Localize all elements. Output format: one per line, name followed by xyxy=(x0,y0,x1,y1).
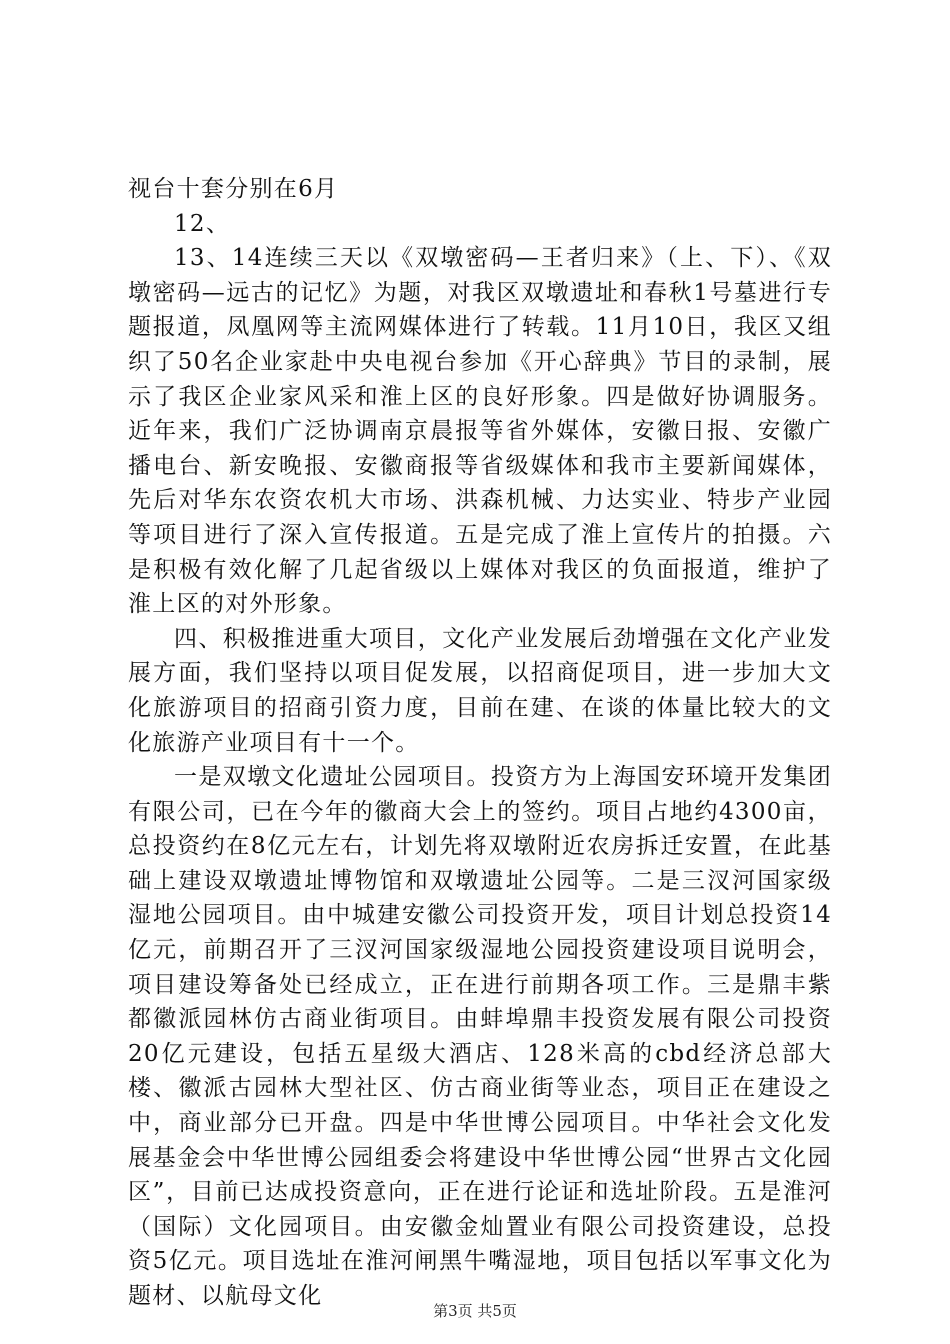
paragraph-2: 12、 xyxy=(174,210,231,237)
paragraph-4: 四、积极推进重大项目，文化产业发展后劲增强在文化产业发展方面，我们坚持以项目促发展，以招商促项目，进一步加大文化旅游项目的招商引资力度，目前在建、在谈的体量比较大的文化旅游产业项目有十一个。 xyxy=(128,625,832,756)
paragraph-5: 一是双墩文化遗址公园项目。投资方为上海国安环境开发集团有限公司，已在今年的徽商大会上的签约。项目占地约4300亩，总投资约在8亿元左右，计划先将双墩附近农房拆迁安置，在此基础上建设双墩遗址博物馆和双墩遗址公园等。二是三汊河国家级湿地公园项目。由中城建安徽公司投资开发，项目计划总投资14亿元，前期召开了三汊河国家级湿地公园投资建设项目说明会，项目建设筹备处已经成立，正在进行前期各项工作。三是鼎丰紫都徽派园林仿古商业街项目。由蚌埠鼎丰投资发展有限公司投资20亿元建设，包括五星级大酒店、128米高的cbd经济总部大楼、徽派古园林大型社区、仿古商业街等业态，项目正在建设之中，商业部分已开盘。四是中华世博公园项目。中华社会文化发展基金会中华世博公园组委会将建设中华世博公园“世界古文化园区”，目前已达成投资意向，正在进行论证和选址阶段。五是淮河（国际）文化园项目。由安徽金灿置业有限公司投资建设，总投资5亿元。项目选址在淮河闸黑牛嘴湿地，项目包括以军事文化为题材、以航母文化 xyxy=(128,764,832,1309)
paragraph-3: 13、14连续三天以《双墩密码—王者归来》（上、下）、《双墩密码—远古的记忆》为题，对我区双墩遗址和春秋1号墓进行专题报道，凤凰网等主流网媒体进行了转载。11月10日，我区又组织了50名企业家赴中央电视台参加《开心辞典》节目的录制，展示了我区企业家风采和淮上区的良好形象。四是做好协调服务。近年来，我们广泛协调南京晨报等省外媒体，安徽日报、安徽广播电台、新安晚报、安徽商报等省级媒体和我市主要新闻媒体，先后对华东农资农机大市场、洪森机械、力达实业、特步产业园等项目进行了深入宣传报道。五是完成了淮上宣传片的拍摄。六是积极有效化解了几起省级以上媒体对我区的负面报道，维护了淮上区的对外形象。 xyxy=(128,245,832,618)
page-footer: 第3页 共5页 xyxy=(433,1302,517,1320)
document-body xyxy=(128,172,832,1314)
paragraph-1: 视台十套分别在6月 xyxy=(128,176,339,202)
